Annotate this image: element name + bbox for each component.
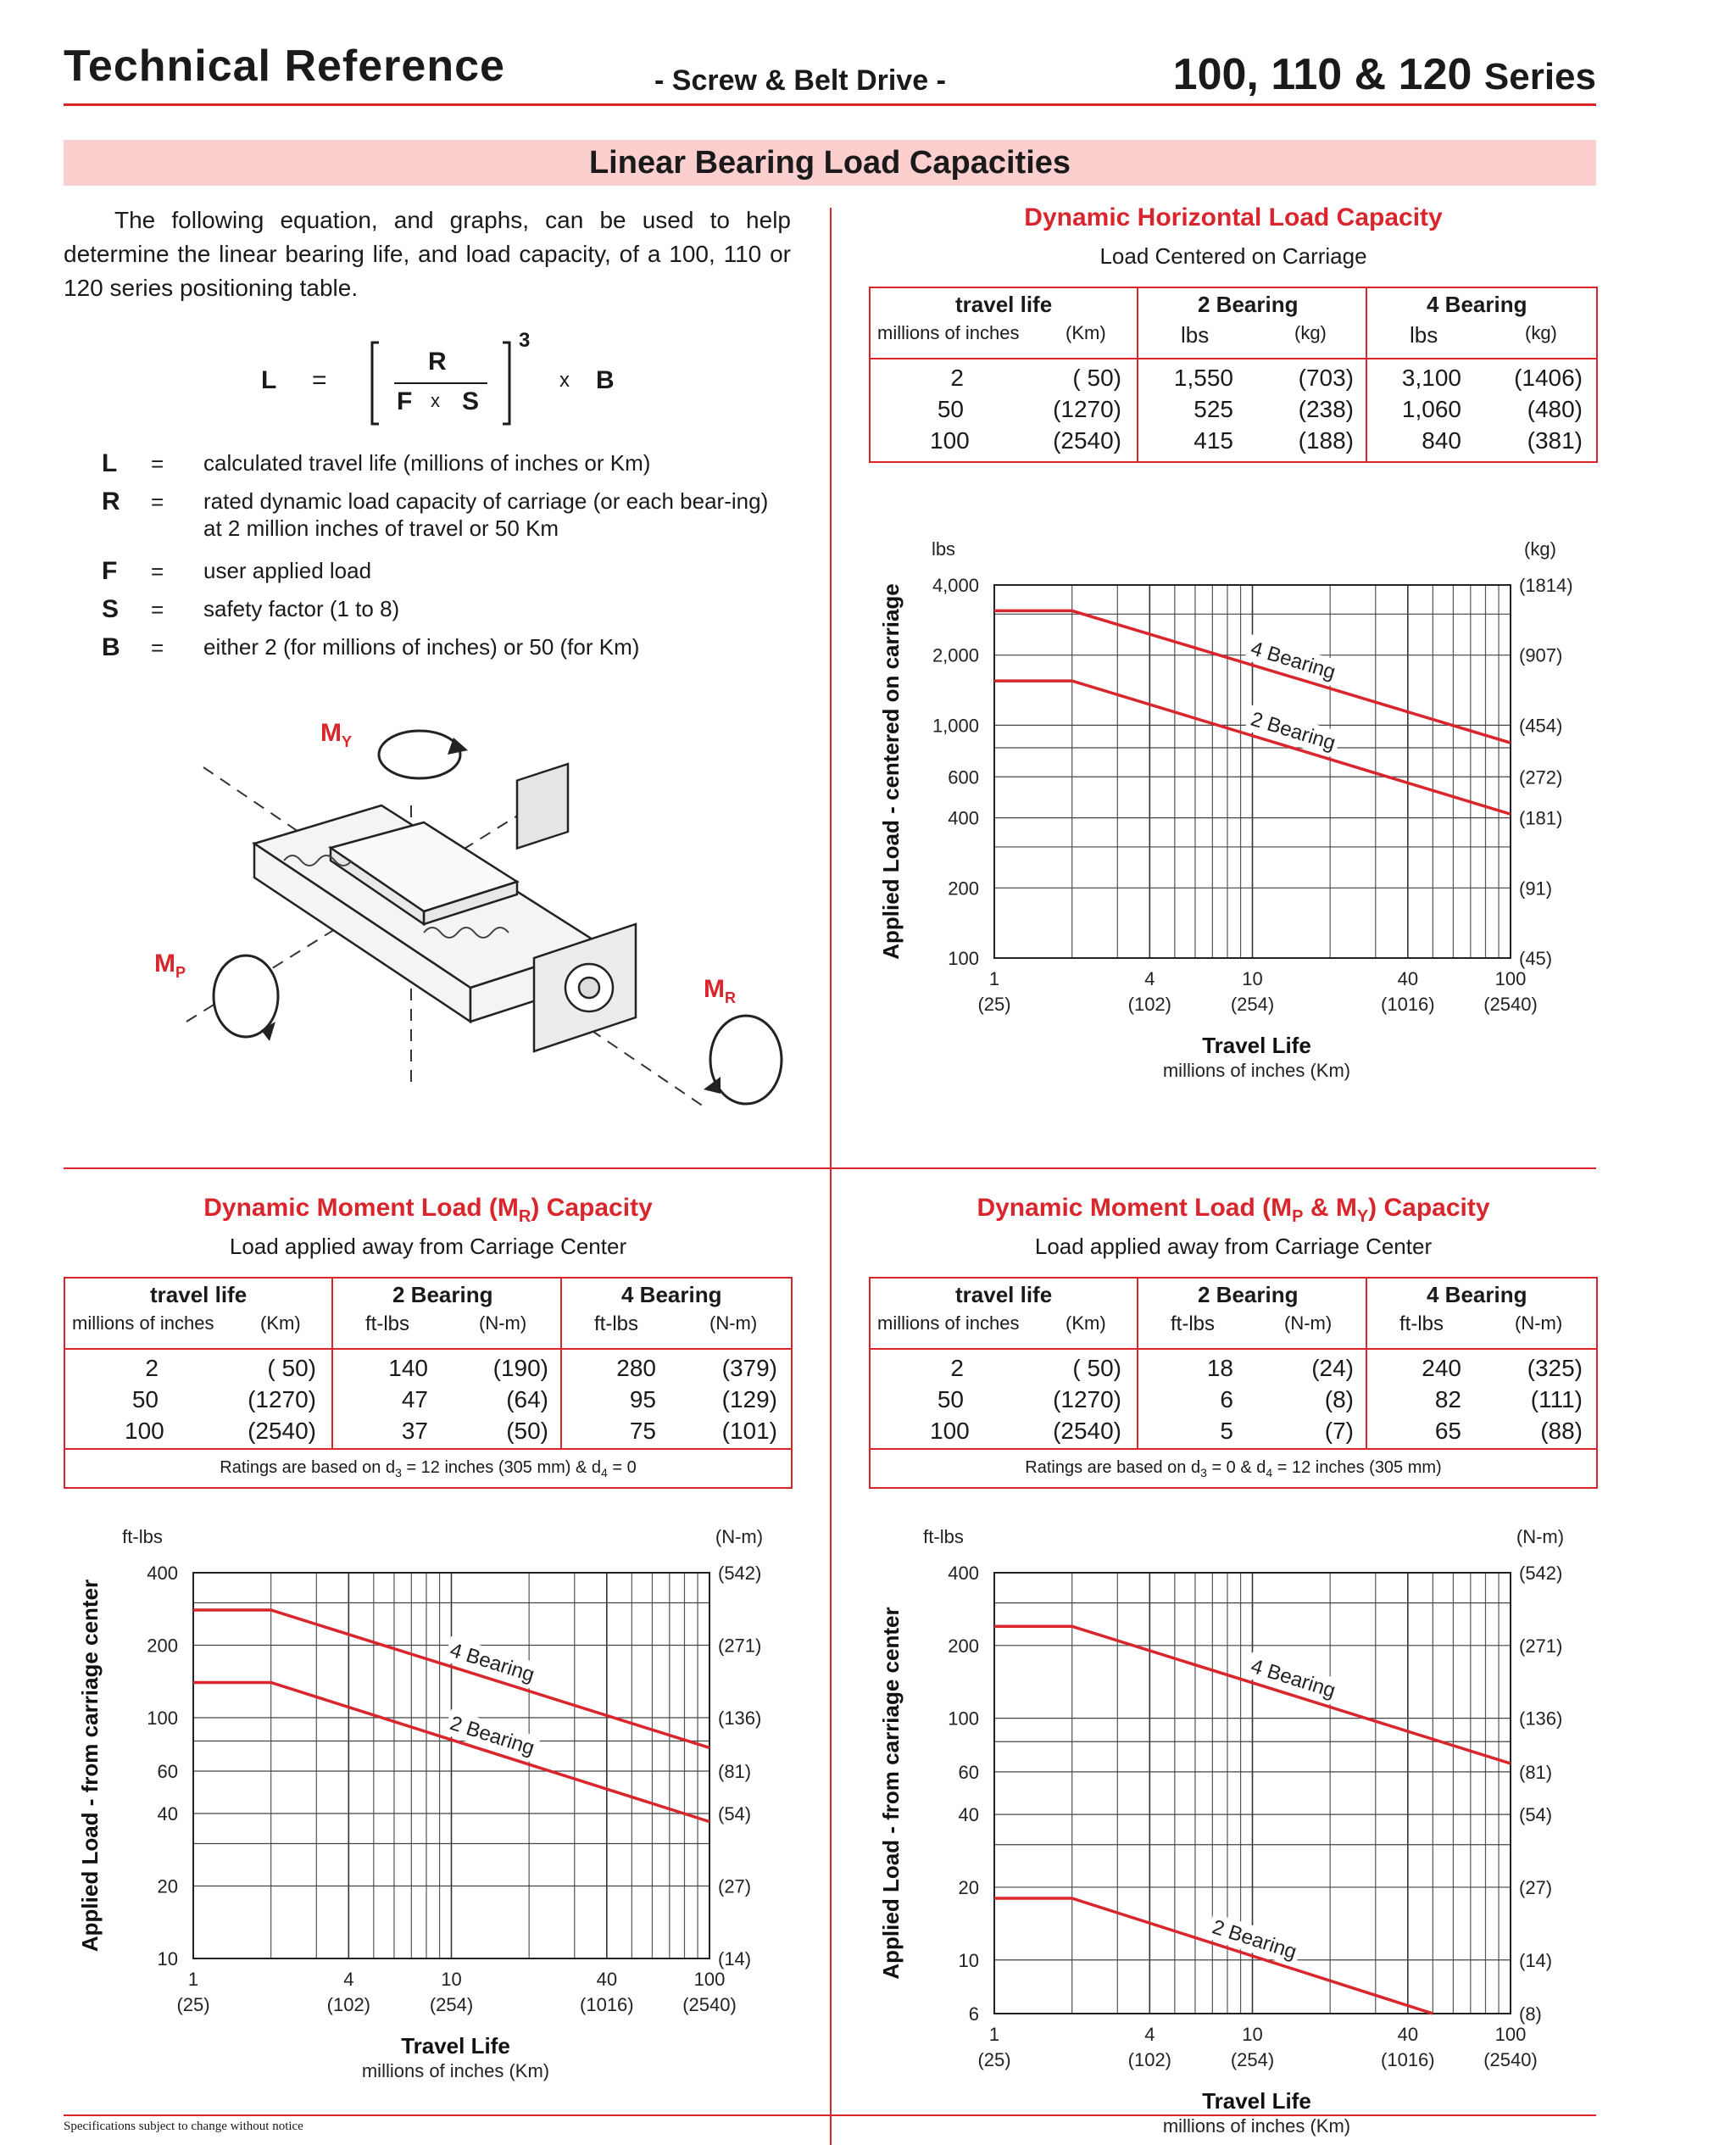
- x-tick-label: 40: [1397, 2024, 1419, 2045]
- mr-sub: R: [725, 989, 736, 1006]
- table-cell: 100: [930, 427, 970, 454]
- table-cell: 37: [401, 1418, 428, 1444]
- unit-label: ft-lbs: [594, 1312, 639, 1335]
- x-axis-subtitle: millions of inches (Km): [361, 2060, 550, 2081]
- my-m: M: [320, 719, 342, 747]
- table-cell: 1,550: [1173, 365, 1233, 391]
- x-tick-label: 100: [693, 1969, 726, 1990]
- column-divider: [830, 208, 832, 2145]
- series-word: Series: [1483, 56, 1596, 98]
- x-tick-label: 40: [596, 1969, 618, 1990]
- x-tick-label: 100: [1494, 2024, 1527, 2045]
- series-label: 2 Bearing: [1209, 1915, 1299, 1964]
- x-axis-title: Travel Life: [401, 2033, 510, 2059]
- y-tick-label-metric: (45): [1519, 948, 1553, 969]
- horizontal-load-table: [869, 287, 1598, 463]
- rating-note: [65, 1458, 791, 1479]
- x-tick-label: 4: [343, 1969, 354, 1990]
- table-cell: (24): [1311, 1355, 1354, 1381]
- table-cell: (480): [1527, 396, 1583, 422]
- y-tick-label-metric: (542): [1519, 1563, 1563, 1584]
- unit-label: lbs: [1410, 322, 1438, 348]
- def-symbol: F: [102, 557, 118, 585]
- y-tick-label: 1,000: [932, 715, 979, 737]
- x-tick-label-metric: (2540): [1483, 2049, 1538, 2070]
- x-tick-label-metric: (102): [1127, 2049, 1172, 2070]
- mpmy-title-sub: P: [1292, 1207, 1304, 1226]
- table-cell: 415: [1194, 427, 1233, 454]
- table-cell: ( 50): [267, 1355, 316, 1381]
- header-rule: [64, 103, 1596, 106]
- table-cell: (111): [1530, 1386, 1583, 1412]
- y-tick-label-metric: (271): [1519, 1635, 1563, 1657]
- table-cell: (1270): [248, 1386, 316, 1412]
- y-tick-label: 6: [968, 2003, 979, 2025]
- series-label: 4 Bearing: [447, 1638, 537, 1687]
- unit-label: ft-lbs: [365, 1312, 410, 1335]
- x-tick-label-metric: (1016): [1381, 2049, 1435, 2070]
- intro-paragraph: The following equation, and graphs, can be used to help determine the linear bearing life, and load capacity, of a 100, 110 or 120 series positioning table.: [64, 207, 791, 301]
- col-divider: [1366, 1279, 1367, 1448]
- col-header-2-bearing: 2 Bearing: [1198, 1282, 1299, 1307]
- table-cell: 280: [616, 1355, 656, 1381]
- x-tick-label: 10: [441, 1969, 462, 1990]
- table-cell: (129): [721, 1386, 777, 1412]
- table-cell: (88): [1540, 1418, 1583, 1444]
- unit-label: (N-m): [479, 1312, 527, 1334]
- table-cell: 6: [1220, 1386, 1233, 1412]
- col-header-travel-life: travel life: [955, 1282, 1053, 1307]
- moment-label-my: [320, 719, 352, 751]
- y-tick-label-metric: (181): [1519, 807, 1563, 829]
- x-tick-label: 4: [1144, 2024, 1155, 2045]
- def-text: either 2 (for millions of inches) or 50 (for Km): [203, 634, 640, 660]
- drive-type: - Screw & Belt Drive -: [654, 64, 946, 97]
- eq-L: L: [261, 366, 277, 394]
- x-tick-label: 10: [1242, 2024, 1263, 2045]
- col-header-2-bearing: 2 Bearing: [392, 1282, 493, 1307]
- eq-times: x: [559, 369, 570, 392]
- unit-label: millions of inches: [877, 322, 1020, 343]
- mpmy-title-b: & M: [1303, 1194, 1357, 1222]
- mpmy-title-a: Dynamic Moment Load (M: [976, 1194, 1293, 1222]
- section-divider: [64, 1167, 1596, 1169]
- def-text: safety factor (1 to 8): [203, 596, 400, 621]
- moment-label-mp: [154, 950, 186, 982]
- y-tick-label-metric: (91): [1519, 878, 1553, 900]
- y-tick-label: 20: [958, 1876, 979, 1898]
- y-tick-label-metric: (542): [718, 1563, 762, 1584]
- series-label: 4 Bearing: [1248, 1654, 1338, 1703]
- col-header-travel-life: travel life: [955, 292, 1053, 317]
- table-cell: 65: [1434, 1418, 1461, 1444]
- table-cell: ( 50): [1072, 1355, 1121, 1381]
- def-text: calculated travel life (millions of inches or Km): [203, 450, 651, 476]
- y-tick-label: 100: [948, 1708, 979, 1730]
- col-divider: [1137, 1279, 1138, 1448]
- note-sub: 4: [601, 1466, 608, 1479]
- table-cell: 75: [629, 1418, 656, 1444]
- table-cell: (50): [506, 1418, 548, 1444]
- y-axis-title: Applied Load - from carriage center: [77, 1579, 103, 1953]
- table-cell: (188): [1298, 427, 1354, 454]
- unit-label: millions of inches: [72, 1312, 214, 1334]
- col-divider: [1137, 288, 1138, 461]
- col-header-travel-life: travel life: [150, 1282, 248, 1307]
- y-tick-label: 10: [157, 1948, 178, 1970]
- table-cell: 50: [937, 396, 964, 422]
- col-divider: [1366, 288, 1367, 461]
- y-axis-title: Applied Load - centered on carriage: [878, 583, 904, 960]
- mr-title: [64, 1194, 793, 1227]
- x-tick-label-metric: (254): [1230, 994, 1275, 1015]
- eq-x-inner: x: [431, 390, 440, 411]
- def-symbol: S: [102, 595, 120, 623]
- y-tick-label: 4,000: [932, 575, 979, 596]
- table-cell: (2540): [1053, 1418, 1121, 1444]
- col-header-4-bearing: 4 Bearing: [621, 1282, 722, 1307]
- table-cell: 1,060: [1401, 396, 1461, 422]
- table-cell: (101): [721, 1418, 777, 1444]
- def-text: user applied load: [203, 558, 372, 583]
- table-cell: 50: [937, 1386, 964, 1412]
- x-tick-label-metric: (1016): [580, 1994, 634, 2015]
- x-tick-label-metric: (25): [977, 994, 1011, 1015]
- x-axis-title: Travel Life: [1202, 1033, 1311, 1058]
- table-cell: (1270): [1053, 396, 1121, 422]
- series-label: 4 Bearing: [1248, 637, 1338, 684]
- table-cell: (8): [1324, 1386, 1354, 1412]
- table-cell: (64): [506, 1386, 548, 1412]
- mpmy-load-table: [869, 1277, 1598, 1489]
- y-tick-label-metric: (81): [718, 1760, 752, 1782]
- y-unit-right: (kg): [1524, 538, 1556, 560]
- table-cell: (238): [1298, 396, 1354, 422]
- horizontal-load-chart: [873, 526, 1602, 1085]
- x-tick-label: 1: [988, 2024, 1000, 2045]
- table-cell: 2: [950, 1355, 964, 1381]
- section-banner: Linear Bearing Load Capacities: [64, 140, 1596, 186]
- def-text: rated dynamic load capacity of carriage (or each bear-ing) at 2 million inches of travel or 50 Km: [203, 488, 769, 541]
- col-header-4-bearing: 4 Bearing: [1427, 292, 1527, 317]
- mp-m: M: [154, 950, 175, 978]
- col-divider: [560, 1279, 562, 1448]
- x-tick-label-metric: (102): [1127, 994, 1172, 1015]
- y-tick-label-metric: (27): [718, 1875, 752, 1897]
- mr-title-sub: R: [518, 1207, 531, 1226]
- table-cell: (7): [1324, 1418, 1354, 1444]
- y-axis-title: Applied Load - from carriage center: [878, 1607, 904, 1980]
- eq-S: S: [462, 387, 480, 415]
- table-cell: (379): [721, 1355, 777, 1381]
- note-b: = 12 inches (305 mm) & d: [401, 1458, 601, 1477]
- def-symbol: R: [102, 488, 120, 515]
- y-tick-label: 40: [958, 1804, 979, 1826]
- def-equals: =: [151, 635, 164, 660]
- y-tick-label: 200: [948, 1635, 979, 1657]
- table-cell: (703): [1298, 365, 1354, 391]
- y-tick-label: 20: [157, 1875, 178, 1897]
- x-tick-label: 10: [1242, 968, 1263, 989]
- series-numbers: 100, 110 & 120: [1172, 50, 1472, 99]
- eq-exponent: 3: [519, 329, 531, 352]
- table-cell: (381): [1527, 427, 1583, 454]
- eq-B: B: [596, 366, 615, 394]
- header-divider: [871, 358, 1596, 359]
- note-c: = 12 inches (305 mm): [1272, 1458, 1442, 1477]
- unit-label: (Km): [1066, 322, 1106, 343]
- x-tick-label-metric: (25): [176, 1994, 210, 2015]
- y-tick-label: 400: [948, 1563, 979, 1584]
- unit-label: (kg): [1294, 322, 1327, 343]
- unit-label: (N-m): [1515, 1312, 1563, 1334]
- y-tick-label: 400: [147, 1563, 178, 1584]
- table-cell: 140: [388, 1355, 428, 1381]
- y-tick-label: 100: [948, 948, 979, 969]
- table-cell: (1270): [1053, 1386, 1121, 1412]
- y-tick-label: 400: [948, 807, 979, 829]
- eq-R: R: [428, 348, 447, 376]
- y-tick-label-metric: (136): [1519, 1708, 1563, 1730]
- y-tick-label-metric: (907): [1519, 644, 1563, 666]
- x-axis-subtitle: millions of inches (Km): [1162, 1060, 1351, 1081]
- table-cell: 2: [950, 365, 964, 391]
- mr-title-b: ) Capacity: [531, 1194, 653, 1222]
- my-sub: Y: [342, 733, 353, 750]
- y-tick-label-metric: (136): [718, 1707, 762, 1729]
- x-axis-subtitle: millions of inches (Km): [1162, 2115, 1351, 2137]
- note-b: = 0 & d: [1206, 1458, 1266, 1477]
- table-cell: 240: [1422, 1355, 1461, 1381]
- col-header-4-bearing: 4 Bearing: [1427, 1282, 1527, 1307]
- table-cell: 2: [145, 1355, 159, 1381]
- mp-sub: P: [175, 964, 186, 981]
- y-unit-right: (N-m): [1516, 1526, 1565, 1547]
- eq-equals: =: [312, 366, 327, 394]
- note-sub: 3: [1200, 1466, 1207, 1479]
- unit-label: ft-lbs: [1171, 1312, 1216, 1335]
- y-tick-label: 100: [147, 1707, 178, 1729]
- y-tick-label-metric: (54): [1519, 1804, 1553, 1826]
- x-axis-title: Travel Life: [1202, 2088, 1311, 2114]
- page-title: Technical Reference: [64, 42, 505, 91]
- y-tick-label-metric: (271): [718, 1635, 762, 1657]
- unit-label: (N-m): [709, 1312, 758, 1334]
- table-cell: ( 50): [1072, 365, 1121, 391]
- unit-label: (N-m): [1284, 1312, 1333, 1334]
- series-label: [1173, 49, 1596, 100]
- table-cell: 50: [131, 1386, 159, 1412]
- def-equals: =: [151, 489, 164, 515]
- x-tick-label-metric: (2540): [1483, 994, 1538, 1015]
- y-tick-label-metric: (8): [1519, 2003, 1542, 2025]
- footer-note: Specifications subject to change without notice: [64, 2120, 303, 2133]
- mr-load-chart: [72, 1513, 801, 2081]
- mr-subtitle: Load applied away from Carriage Center: [229, 1234, 627, 1259]
- x-tick-label: 40: [1397, 968, 1419, 989]
- table-cell: (2540): [1053, 427, 1121, 454]
- mpmy-subtitle: Load applied away from Carriage Center: [1034, 1234, 1433, 1259]
- mpmy-load-chart: [873, 1513, 1602, 2137]
- mr-title-a: Dynamic Moment Load (M: [203, 1194, 519, 1222]
- y-unit-left: ft-lbs: [923, 1526, 964, 1547]
- table-cell: 840: [1422, 427, 1461, 454]
- table-cell: 5: [1220, 1418, 1233, 1444]
- y-tick-label-metric: (14): [1519, 1949, 1553, 1971]
- def-symbol: L: [102, 449, 118, 477]
- y-tick-label: 200: [147, 1635, 178, 1657]
- x-tick-label-metric: (2540): [682, 1994, 737, 2015]
- note-c: = 0: [607, 1458, 637, 1477]
- header-divider: [871, 1348, 1596, 1350]
- unit-label: millions of inches: [877, 1312, 1020, 1334]
- mr-m: M: [704, 975, 725, 1003]
- y-tick-label-metric: (1814): [1519, 575, 1573, 596]
- header-divider: [65, 1348, 791, 1350]
- y-tick-label: 60: [157, 1760, 178, 1782]
- x-tick-label: 1: [988, 968, 1000, 989]
- equation: [254, 322, 636, 432]
- def-equals: =: [151, 451, 164, 476]
- x-tick-label: 100: [1494, 968, 1527, 989]
- y-tick-label-metric: (54): [718, 1803, 752, 1825]
- x-tick-label-metric: (254): [1230, 2049, 1275, 2070]
- y-tick-label: 200: [948, 878, 979, 900]
- def-equals: =: [151, 597, 164, 622]
- note-divider: [65, 1448, 791, 1450]
- y-tick-label-metric: (81): [1519, 1761, 1553, 1783]
- unit-label: lbs: [1181, 322, 1210, 348]
- rating-note: [871, 1458, 1596, 1479]
- series-label: 2 Bearing: [447, 1712, 537, 1760]
- x-tick-label-metric: (254): [429, 1994, 474, 2015]
- table-cell: 100: [125, 1418, 164, 1444]
- table-cell: 525: [1194, 396, 1233, 422]
- y-tick-label: 10: [958, 1949, 979, 1971]
- y-unit-right: (N-m): [715, 1526, 764, 1547]
- note-divider: [871, 1448, 1596, 1450]
- y-tick-label-metric: (27): [1519, 1876, 1553, 1898]
- y-tick-label-metric: (14): [718, 1948, 752, 1970]
- mr-load-table: [64, 1277, 793, 1489]
- horizontal-title: Dynamic Horizontal Load Capacity: [1024, 203, 1443, 231]
- horizontal-subtitle: Load Centered on Carriage: [1099, 243, 1367, 269]
- unit-label: (Km): [1066, 1312, 1106, 1334]
- moment-label-mr: [704, 975, 736, 1007]
- y-unit-left: ft-lbs: [122, 1526, 163, 1547]
- x-tick-label-metric: (25): [977, 2049, 1011, 2070]
- unit-label: (kg): [1525, 322, 1557, 343]
- table-cell: (190): [492, 1355, 548, 1381]
- table-cell: (1406): [1514, 365, 1583, 391]
- x-tick-label: 1: [187, 1969, 199, 1990]
- table-cell: 18: [1206, 1355, 1233, 1381]
- mpmy-title-c: ) Capacity: [1368, 1194, 1490, 1222]
- y-tick-label: 2,000: [932, 644, 979, 666]
- unit-label: ft-lbs: [1399, 1312, 1444, 1335]
- note-a: Ratings are based on d: [220, 1458, 396, 1477]
- def-equals: =: [151, 559, 164, 584]
- col-header-2-bearing: 2 Bearing: [1198, 292, 1299, 317]
- y-tick-label-metric: (454): [1519, 715, 1563, 737]
- note-sub: 4: [1266, 1466, 1273, 1479]
- note-sub: 3: [395, 1466, 402, 1479]
- table-cell: 95: [629, 1386, 656, 1412]
- y-tick-label: 40: [157, 1803, 178, 1825]
- mpmy-title: [869, 1194, 1598, 1227]
- y-tick-label: 60: [958, 1761, 979, 1783]
- y-tick-label: 600: [948, 766, 979, 788]
- table-cell: 47: [401, 1386, 428, 1412]
- def-symbol: B: [102, 633, 120, 661]
- x-tick-label: 4: [1144, 968, 1155, 989]
- positioning-table-illustration: [127, 704, 805, 1128]
- table-cell: 100: [930, 1418, 970, 1444]
- y-unit-left: lbs: [931, 538, 956, 560]
- table-cell: 82: [1434, 1386, 1461, 1412]
- series-label: 2 Bearing: [1248, 707, 1338, 755]
- table-cell: (325): [1527, 1355, 1583, 1381]
- x-tick-label-metric: (102): [326, 1994, 371, 2015]
- note-a: Ratings are based on d: [1025, 1458, 1201, 1477]
- eq-F: F: [397, 387, 413, 415]
- mpmy-title-sub: Y: [1356, 1207, 1369, 1226]
- col-divider: [331, 1279, 333, 1448]
- table-cell: 3,100: [1401, 365, 1461, 391]
- y-tick-label-metric: (272): [1519, 766, 1563, 788]
- unit-label: (Km): [260, 1312, 301, 1334]
- table-cell: (2540): [248, 1418, 316, 1444]
- x-tick-label-metric: (1016): [1381, 994, 1435, 1015]
